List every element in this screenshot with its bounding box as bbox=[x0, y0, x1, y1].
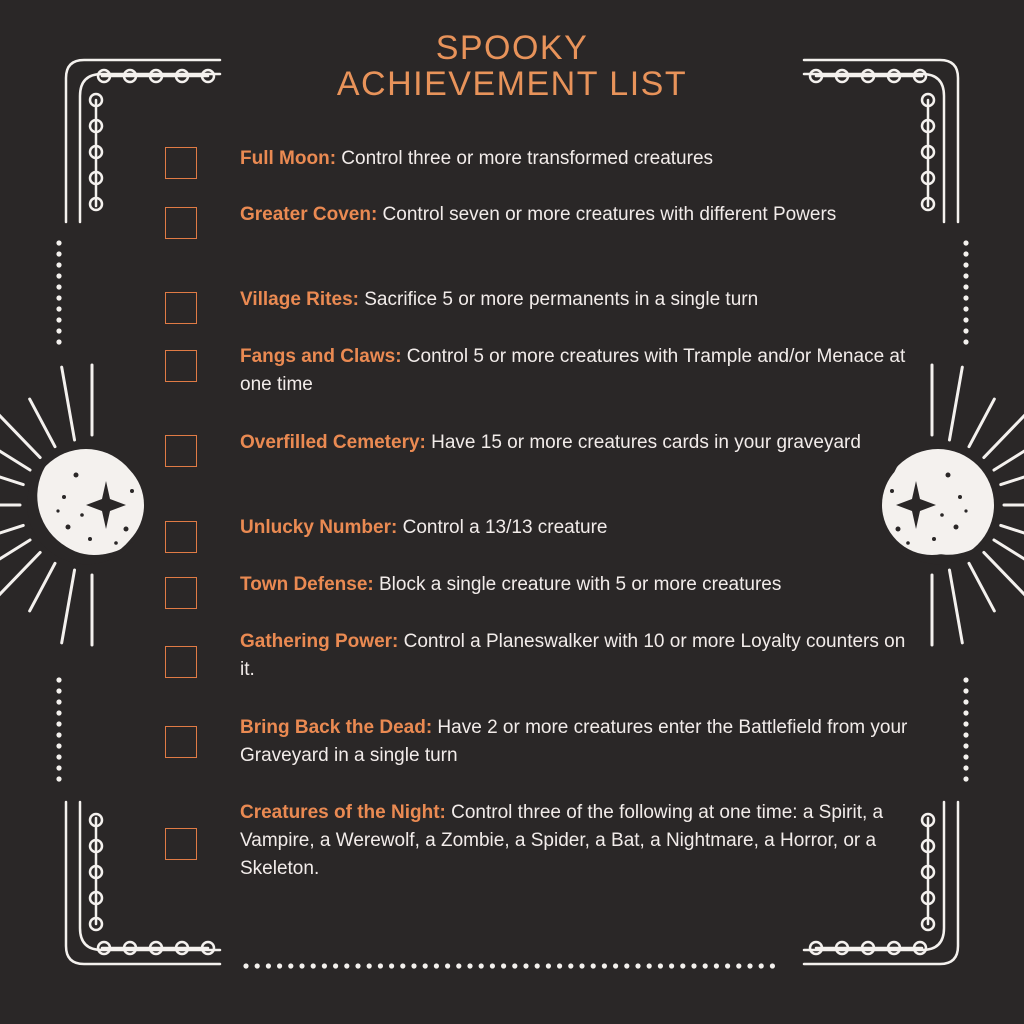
dot bbox=[963, 699, 968, 704]
dot bbox=[963, 284, 968, 289]
ray bbox=[0, 552, 40, 605]
dot bbox=[56, 284, 61, 289]
dot bbox=[658, 963, 663, 968]
dot bbox=[56, 710, 61, 715]
dot bbox=[669, 963, 674, 968]
title-line-1: SPOOKY bbox=[435, 29, 589, 67]
dot bbox=[445, 963, 450, 968]
dot bbox=[546, 963, 551, 968]
dot bbox=[770, 963, 775, 968]
dot bbox=[434, 963, 439, 968]
ray bbox=[994, 441, 1024, 470]
achievement-description: Control a 13/13 creature bbox=[397, 517, 608, 538]
dot bbox=[747, 963, 752, 968]
achievement-text bbox=[240, 571, 920, 599]
dot bbox=[613, 963, 618, 968]
ray bbox=[0, 540, 30, 569]
dot bbox=[635, 963, 640, 968]
dot bbox=[963, 776, 968, 781]
dot bbox=[963, 317, 968, 322]
achievement-checkbox[interactable] bbox=[165, 147, 197, 179]
dot bbox=[759, 963, 764, 968]
dot bbox=[56, 251, 61, 256]
ray bbox=[984, 404, 1024, 457]
dot bbox=[963, 754, 968, 759]
dot bbox=[963, 273, 968, 278]
achievement-description: Control 5 or more creatures with Trample and/or Menace at one time bbox=[240, 346, 906, 395]
dot bbox=[963, 732, 968, 737]
dot bbox=[344, 963, 349, 968]
ray bbox=[969, 563, 994, 611]
dot bbox=[568, 963, 573, 968]
dot bbox=[56, 240, 61, 245]
dot bbox=[277, 963, 282, 968]
achievement-description: Sacrifice 5 or more permanents in a single turn bbox=[358, 289, 759, 310]
moon-star-icon bbox=[879, 365, 1024, 645]
dot bbox=[680, 963, 685, 968]
achievement-label: Fangs and Claws: bbox=[240, 346, 402, 367]
dot bbox=[691, 963, 696, 968]
dot bbox=[266, 963, 271, 968]
achievement-label: Full Moon: bbox=[240, 148, 337, 169]
dot bbox=[56, 743, 61, 748]
achievement-description: Have 15 or more creatures cards in your graveyard bbox=[425, 432, 861, 453]
dot bbox=[288, 963, 293, 968]
dot bbox=[963, 306, 968, 311]
dot bbox=[725, 963, 730, 968]
dot bbox=[479, 963, 484, 968]
dot bbox=[963, 328, 968, 333]
dot bbox=[579, 963, 584, 968]
ray bbox=[984, 552, 1024, 605]
achievement-checkbox[interactable] bbox=[165, 292, 197, 324]
dot bbox=[736, 963, 741, 968]
dot bbox=[56, 754, 61, 759]
dot bbox=[602, 963, 607, 968]
dot bbox=[56, 765, 61, 770]
ray bbox=[0, 404, 40, 457]
dot bbox=[647, 963, 652, 968]
dot bbox=[963, 677, 968, 682]
dot bbox=[56, 677, 61, 682]
achievement-label: Unlucky Number: bbox=[240, 517, 398, 538]
achievement-description: Control seven or more creatures with different Powers bbox=[377, 204, 837, 225]
dot bbox=[56, 317, 61, 322]
dot bbox=[56, 273, 61, 278]
achievement-text bbox=[240, 514, 920, 542]
dot bbox=[423, 963, 428, 968]
dot bbox=[411, 963, 416, 968]
ray bbox=[30, 563, 55, 611]
dot bbox=[963, 688, 968, 693]
ray bbox=[62, 570, 75, 643]
achievement-label: Town Defense: bbox=[240, 574, 374, 595]
achievement-checkbox[interactable] bbox=[165, 207, 197, 239]
dot bbox=[963, 240, 968, 245]
dot bbox=[56, 688, 61, 693]
dot bbox=[255, 963, 260, 968]
corner-ornament-bottom-left bbox=[66, 802, 220, 964]
achievement-text bbox=[240, 201, 920, 229]
dot bbox=[299, 963, 304, 968]
dot bbox=[367, 963, 372, 968]
dot bbox=[400, 963, 405, 968]
ray bbox=[0, 441, 30, 470]
dot bbox=[456, 963, 461, 968]
dot bbox=[963, 295, 968, 300]
achievement-description: Control three or more transformed creatures bbox=[336, 148, 714, 169]
dot bbox=[512, 963, 517, 968]
dot bbox=[389, 963, 394, 968]
dot bbox=[56, 732, 61, 737]
achievement-text bbox=[240, 628, 920, 684]
ray bbox=[30, 399, 55, 447]
achievement-checkbox[interactable] bbox=[165, 521, 197, 553]
achievement-label: Overfilled Cemetery: bbox=[240, 432, 426, 453]
dot bbox=[963, 251, 968, 256]
title-line-2: ACHIEVEMENT LIST bbox=[336, 65, 688, 103]
ray bbox=[969, 399, 994, 447]
ray bbox=[62, 367, 75, 440]
dot bbox=[714, 963, 719, 968]
dot bbox=[490, 963, 495, 968]
dot bbox=[56, 721, 61, 726]
dot bbox=[963, 339, 968, 344]
achievement-description: Control a Planeswalker with 10 or more Loyalty counters on it. bbox=[240, 631, 906, 680]
achievement-label: Greater Coven: bbox=[240, 204, 378, 225]
achievement-text bbox=[240, 286, 920, 314]
achievement-text bbox=[240, 714, 920, 770]
dot bbox=[703, 963, 708, 968]
achievement-text bbox=[240, 429, 920, 457]
ray bbox=[949, 570, 962, 643]
dot bbox=[56, 295, 61, 300]
achievement-label: Village Rites: bbox=[240, 289, 359, 310]
dot bbox=[557, 963, 562, 968]
ray bbox=[994, 540, 1024, 569]
dot bbox=[963, 743, 968, 748]
achievement-checkbox[interactable] bbox=[165, 726, 197, 758]
achievement-checkbox[interactable] bbox=[165, 646, 197, 678]
dot bbox=[963, 710, 968, 715]
dot bbox=[624, 963, 629, 968]
achievement-text bbox=[240, 799, 920, 883]
dot bbox=[501, 963, 506, 968]
dot bbox=[963, 262, 968, 267]
dot bbox=[378, 963, 383, 968]
dot bbox=[243, 963, 248, 968]
dot bbox=[56, 699, 61, 704]
dot bbox=[535, 963, 540, 968]
dot bbox=[56, 306, 61, 311]
dot bbox=[963, 765, 968, 770]
dot bbox=[56, 262, 61, 267]
dot bbox=[523, 963, 528, 968]
achievement-text bbox=[240, 145, 920, 173]
achievement-label: Creatures of the Night: bbox=[240, 802, 446, 823]
dot bbox=[467, 963, 472, 968]
achievement-checkbox[interactable] bbox=[165, 828, 197, 860]
dot bbox=[56, 776, 61, 781]
achievement-description: Have 2 or more creatures enter the Battlefield from your Graveyard in a single turn bbox=[240, 717, 908, 766]
achievement-checkbox[interactable] bbox=[165, 577, 197, 609]
page-title bbox=[0, 30, 1024, 102]
dot bbox=[591, 963, 596, 968]
dot bbox=[56, 339, 61, 344]
achievement-text bbox=[240, 343, 920, 399]
dot bbox=[56, 328, 61, 333]
achievement-description: Control three of the following at one time: a Spirit, a Vampire, a Werewolf, a Zombie, a Spider, a Bat, a Nightmare, a Horror, or a Skeleton. bbox=[240, 802, 884, 879]
dot bbox=[311, 963, 316, 968]
achievement-description: Block a single creature with 5 or more creatures bbox=[373, 574, 782, 595]
moon-star-icon bbox=[0, 365, 144, 645]
achievement-label: Gathering Power: bbox=[240, 631, 399, 652]
achievement-checkbox[interactable] bbox=[165, 435, 197, 467]
dot bbox=[355, 963, 360, 968]
achievement-checkbox[interactable] bbox=[165, 350, 197, 382]
achievement-label: Bring Back the Dead: bbox=[240, 717, 433, 738]
dot bbox=[333, 963, 338, 968]
dot bbox=[322, 963, 327, 968]
ray bbox=[949, 367, 962, 440]
dot bbox=[963, 721, 968, 726]
